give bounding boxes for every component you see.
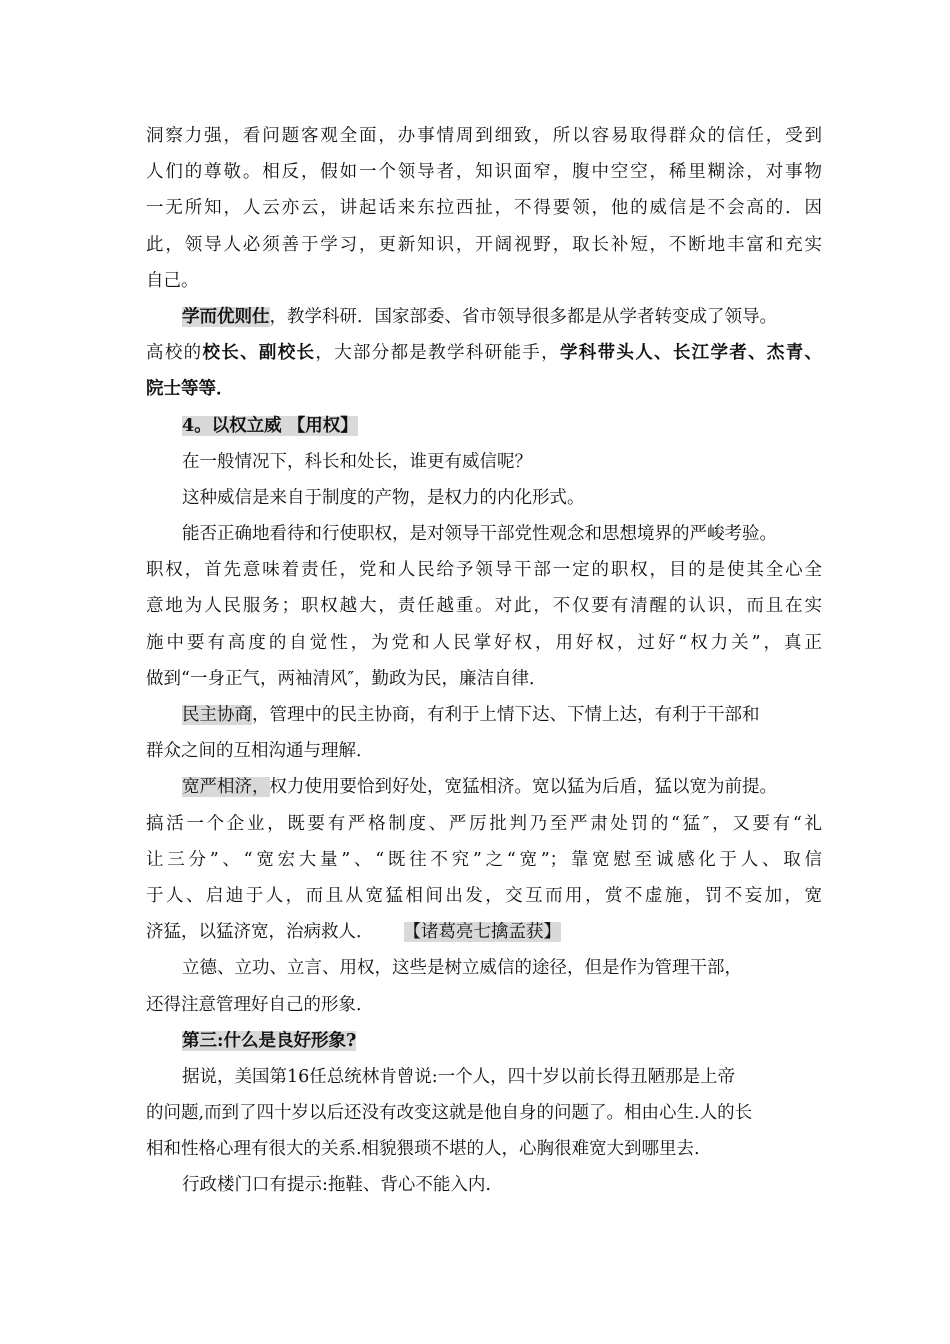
text-line: 于人、启迪于人，而且从宽猛相间出发，交互而用，赏不虚施，罚不妄加，宽: [146, 885, 822, 906]
heading-good-image: 第三:什么是良好形象?: [182, 1030, 357, 1051]
section-heading-3: [146, 1023, 822, 1059]
paragraph-scholar-official: [146, 299, 822, 335]
text-span: 高校的: [146, 343, 203, 364]
text-line: 相和性格心理有很大的关系.相貌猥琐不堪的人，心胸很难宽大到哪里去.: [146, 1139, 700, 1160]
text-line: [146, 335, 822, 371]
text-line: 在一般情况下，科长和处长，谁更有威信呢？: [182, 451, 532, 472]
text-line: 据说，美国第16任总统林肯曾说:一个人，四十岁以前长得丑陋那是上帝: [182, 1066, 736, 1087]
highlight-leniency: 宽严相济，: [182, 777, 270, 798]
text-line: 群众之间的互相沟通与理解．: [146, 741, 374, 762]
text-line: 此，领导人必须善于学习，更新知识，开阔视野，取长补短，不断地丰富和充实: [146, 234, 822, 255]
text-line: 人们的尊敬。相反，假如一个领导者，知识面窄，腹中空空，稀里糊涂，对事物: [146, 162, 822, 183]
highlight-democracy: 民主协商: [182, 705, 252, 725]
text-line: [146, 914, 822, 950]
text-line: 的问题,而到了四十岁以后还没有改变这就是他自身的问题了。相由心生.人的长: [146, 1103, 753, 1124]
text-line: 立德、立功、立言、用权，这些是树立威信的途径，但是作为管理干部，: [182, 958, 742, 979]
paragraph-democracy: [146, 697, 822, 733]
text-line: 搞活一个企业，既要有严格制度、严厉批判乃至严肃处罚的“猛″，又要有“礼: [146, 813, 822, 834]
text-line: 施中要有高度的自觉性，为党和人民掌好权，用好权，过好“权力关”，真正: [146, 632, 822, 653]
highlight-scholar-official: 学而优则仕: [182, 306, 270, 327]
document-body: [146, 118, 822, 1204]
paragraph-leniency: [146, 769, 822, 805]
text-line: 做到“一身正气，两袖清风″，勤政为民，廉洁自律．: [146, 668, 547, 689]
text-line: 意地为人民服务；职权越大，责任越重。对此，不仅要有清醒的认识，而且在实: [146, 596, 822, 617]
bold-president: 校长、副校长: [202, 343, 316, 364]
text-span: 权力使用要恰到好处，宽猛相济。宽以猛为后盾，猛以宽为前提。: [269, 777, 777, 798]
highlight-zhuge-liang: 【诸葛亮七擒孟获】: [403, 922, 561, 943]
text-line: 职权，首先意味着责任，党和人民给予领导干部一定的职权，目的是使其全心全: [146, 560, 822, 581]
text-line: 行政楼门口有提示:拖鞋、背心不能入内.: [182, 1175, 491, 1196]
text-line: 还得注意管理好自己的形象．: [146, 994, 374, 1015]
text-line: 让三分”、“宽宏大量”、“既往不究”之“宽”；靠宽慰至诚感化于人、取信: [146, 849, 822, 870]
text-line: 能否正确地看待和行使职权，是对领导干部党性观念和思想境界的严峻考验。: [182, 524, 777, 545]
text-line: 院士等等．: [146, 379, 234, 400]
section-heading-4: [146, 408, 822, 444]
text-span: ，管理中的民主协商，有利于上情下达、下情上达，有利于干部和: [252, 705, 760, 725]
text-line: 自己。: [146, 270, 199, 291]
text-line: 洞察力强，看问题客观全面，办事情周到细致，所以容易取得群众的信任，受到: [146, 126, 822, 146]
bold-scholars: 学科带头人、长江学者、杰青、: [559, 343, 823, 364]
text-span: ，大部分都是教学科研能手，: [315, 343, 560, 364]
text-span: ，教学科研．国家部委、省市领导很多都是从学者转变成了领导。: [269, 306, 777, 327]
heading-power: 4。以权立威 【用权】: [182, 415, 358, 436]
text-line: 一无所知，人云亦云，讲起话来东拉西扯，不得要领，他的威信是不会高的．因: [146, 198, 822, 219]
text-span: 济猛，以猛济宽，治病救人．: [146, 922, 374, 943]
text-line: 这种威信是来自于制度的产物，是权力的内化形式。: [182, 487, 585, 508]
